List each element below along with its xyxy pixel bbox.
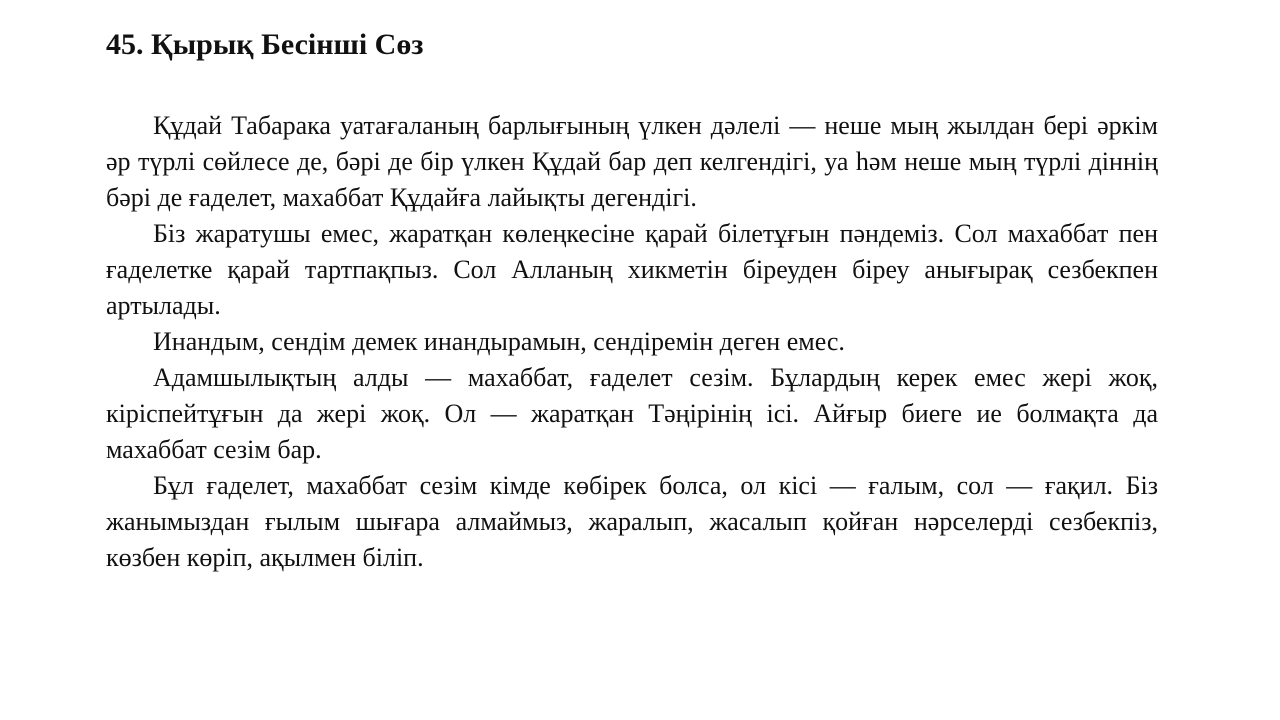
paragraph: Адамшылықтың алды — махаббат, ғаделет сезім. Бұлардың керек емес жері жоқ, кіріспейтұғын да жері жоқ. Ол — жаратқан Тәңірінің ісі. Айғыр биеге ие болмақта да махаббат сезім бар. — [106, 363, 1158, 464]
paragraph: Бұл ғаделет, махаббат сезім кімде көбірек болса, ол кісі — ғалым, сол — ғақил. Біз жанымыздан ғылым шығара алмаймыз, жаралып, жасалып қойған нәрселерді сезбекпіз, көзбен көріп, ақылмен біліп. — [106, 471, 1158, 572]
document-title: 45. Қырық Бесінші Сөз — [106, 28, 424, 61]
document-page — [106, 26, 1158, 576]
paragraph: Біз жаратушы емес, жаратқан көлеңкесіне қарай білетұғын пәндеміз. Сол махаббат пен ғаделетке қарай тартпақпыз. Сол Алланың хикметін біреуден біреу анығырақ сезбекпен артылады. — [106, 219, 1158, 320]
paragraph: Құдай Табарака уатағаланың барлығының үлкен дәлелі — неше мың жылдан бері әркім әр түрлі сөйлесе де, бәрі де бір үлкен Құдай бар деп келгендігі, уа һәм неше мың түрлі діннің бәрі де ғаделет, махаббат Құдайға лайықты дегендігі. — [106, 111, 1158, 212]
paragraph: Инандым, сендім демек инандырамын, сендіремін деген емес. — [153, 327, 845, 356]
